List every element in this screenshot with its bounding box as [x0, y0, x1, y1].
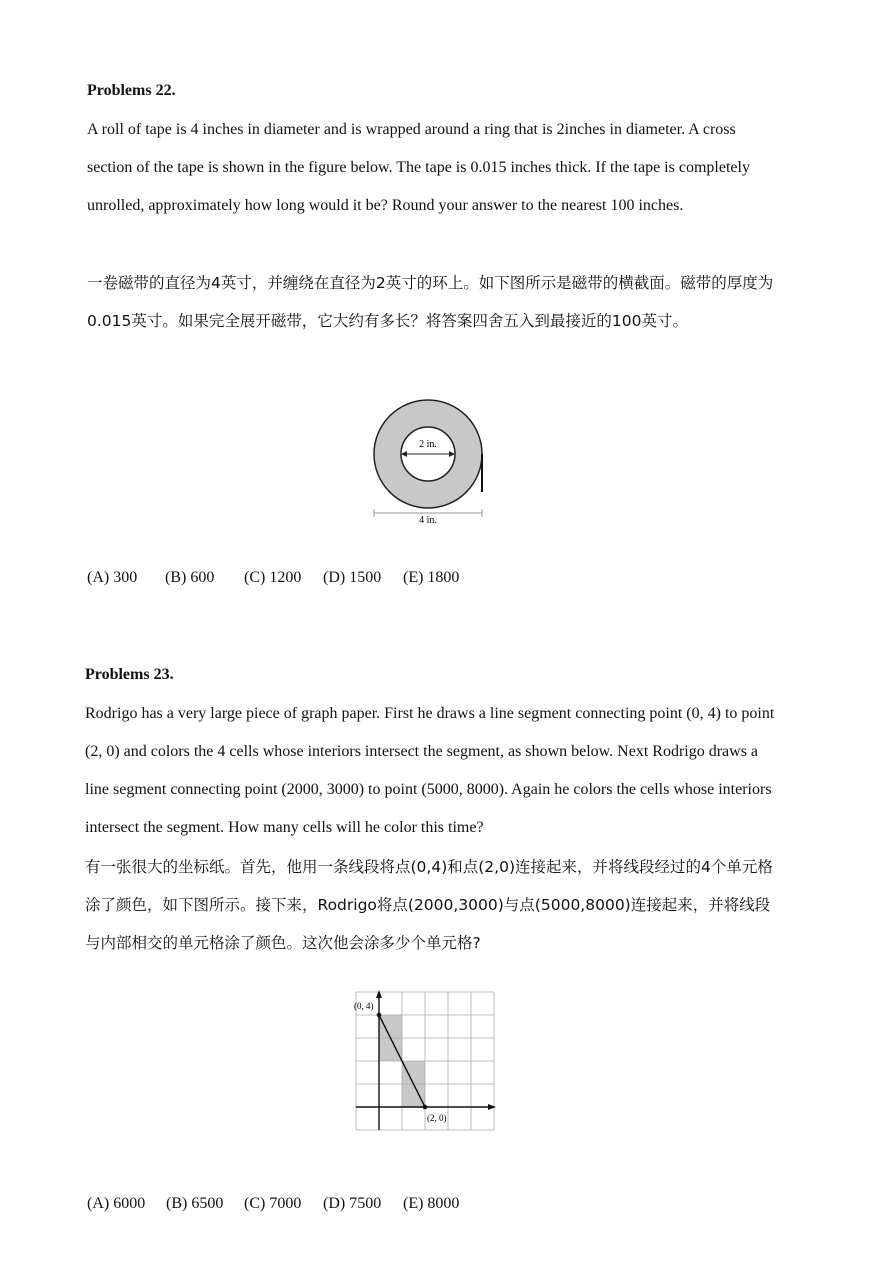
problem-23-text-en: Rodrigo has a very large piece of graph paper. First he draws a line segment connecting point (0, 4) to point (2, 0) and colors the 4 cells whose interiors intersect the segment, as shown below. Next Rodrigo draws a line segment connecting point (2000, 3000) to point (5000, 8000). Again he colors the cells whose interiors intersect the segment. How many cells will he color this time? [85, 705, 775, 836]
inner-diameter-label: 2 in. [419, 439, 437, 450]
choice-a: (A) 6000 [87, 1195, 146, 1212]
point-b-label: (2, 0) [427, 1113, 447, 1123]
shaded-cell [379, 1038, 402, 1061]
y-axis-arrowhead [376, 990, 382, 998]
choice-a: (A) 300 [87, 569, 138, 586]
choice-b: (B) 6500 [166, 1195, 224, 1212]
choice-b: (B) 600 [165, 569, 215, 586]
choice-d: (D) 7500 [323, 1195, 382, 1212]
problem-22-title: Problems 22. [87, 82, 176, 99]
problem-23-choices [87, 1195, 459, 1213]
problem-22-text-en: A roll of tape is 4 inches in diameter and is wrapped around a ring that is 2inches in diameter. A cross section of the tape is shown in the figure below. The tape is 0.015 inches thick. If the tape is completely unrolled, approximately how long would it be? Round your answer to the nearest 100 inches. [87, 121, 750, 214]
problem-22-choices [87, 569, 459, 587]
choice-e: (E) 1800 [403, 569, 460, 586]
grid-lines [356, 992, 494, 1130]
outer-diameter-label: 4 in. [419, 515, 437, 526]
problem-22-text-cn: 一卷磁带的直径为4英寸，并缠绕在直径为2英寸的环上。如下图所示是磁带的横截面。磁带的厚度为0.015英寸。如果完全展开磁带，它大约有多长？将答案四舍五入到最接近的100英寸。 [87, 274, 774, 330]
point-b [423, 1105, 428, 1110]
choice-c: (C) 1200 [244, 569, 302, 586]
choice-e: (E) 8000 [403, 1195, 460, 1212]
tape-roll-figure [360, 392, 500, 532]
point-a-label: (0, 4) [354, 1001, 374, 1011]
choice-d: (D) 1500 [323, 569, 382, 586]
problem-23-text-cn: 有一张很大的坐标纸。首先，他用一条线段将点(0,4)和点(2,0)连接起来，并将线段经过的4个单元格涂了颜色，如下图所示。接下来，Rodrigo将点(2000,3000)与点(5000,8000)连接起来，并将线段与内部相交的单元格涂了颜色。这次他会涂多少个单元格? [85, 858, 773, 952]
shaded-cell [402, 1061, 425, 1084]
choice-c: (C) 7000 [244, 1195, 302, 1212]
point-a [377, 1013, 382, 1018]
shaded-cell [379, 1015, 402, 1038]
graph-paper-figure [350, 988, 500, 1138]
shaded-cell [402, 1084, 425, 1107]
problem-23-title: Problems 23. [85, 666, 174, 683]
x-axis-arrowhead [488, 1104, 496, 1110]
